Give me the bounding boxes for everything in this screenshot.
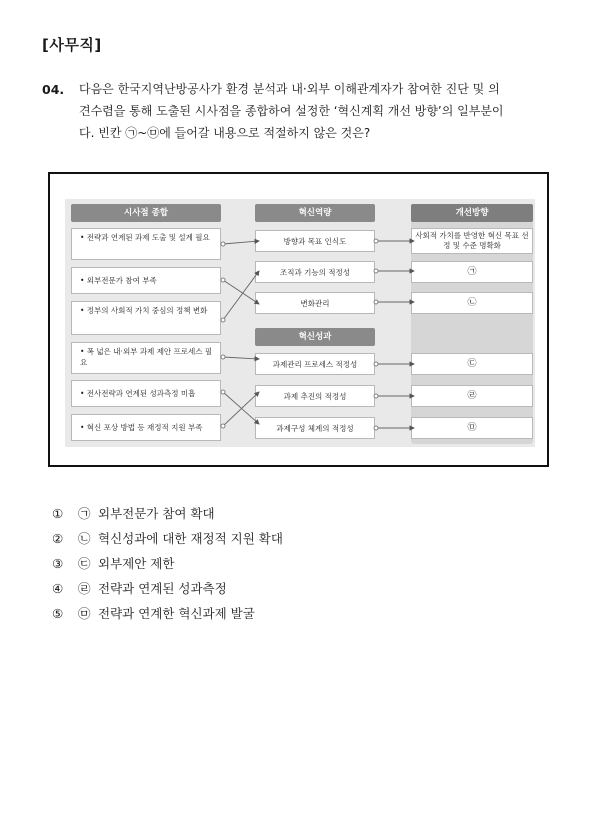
capability-item: 변화관리 xyxy=(255,292,375,314)
connector-line xyxy=(223,280,259,304)
option-number: ② xyxy=(52,531,64,546)
improvement-item: 사회적 가치를 반영한 혁신 목표 선정 및 수준 명확화 xyxy=(411,228,533,254)
implication-item: • 혁신 포상 방법 등 재정적 지원 부족 xyxy=(71,414,221,441)
connector-dot xyxy=(374,269,378,273)
question-line: 다. 빈칸 ㉠~㉤에 들어갈 내용으로 적절하지 않은 것은? xyxy=(79,126,371,140)
implication-item: • 전사전략과 연계된 성과측정 미흡 xyxy=(71,380,221,407)
option-number: ① xyxy=(52,506,64,521)
option-text: 전략과 연계된 성과측정 xyxy=(98,581,227,596)
connector-line xyxy=(223,271,259,320)
option-3[interactable] xyxy=(52,554,174,572)
connector-line xyxy=(223,241,259,244)
question-line: 견수렴을 통해 도출된 시사점을 종합하여 설정한 ‘혁신계획 개선 방향’의 일부분이 xyxy=(79,104,504,118)
improvement-blank-5: ㉤ xyxy=(411,417,533,439)
option-mark: ㉣ xyxy=(78,581,91,596)
option-number: ④ xyxy=(52,581,64,596)
option-5[interactable] xyxy=(52,604,255,622)
option-mark: ㉤ xyxy=(78,606,91,621)
implication-item: • 정부의 사회적 가치 중심의 정책 변화 xyxy=(71,301,221,335)
improvement-blank-3: ㉢ xyxy=(411,353,533,375)
connector-dot xyxy=(374,362,378,366)
option-text: 외부전문가 참여 확대 xyxy=(98,506,215,521)
innovation-plan-figure xyxy=(48,172,549,467)
diagram-panel xyxy=(65,199,535,447)
capability-header: 혁신역량 xyxy=(255,204,375,222)
implications-header: 시사점 종합 xyxy=(71,204,221,222)
question-text xyxy=(79,78,559,144)
connector-dot xyxy=(374,426,378,430)
improvement-blank-2: ㉡ xyxy=(411,292,533,314)
connector-dot xyxy=(221,278,225,282)
section-title: [사무직] xyxy=(42,36,102,54)
option-mark: ㉠ xyxy=(78,506,91,521)
improvement-header: 개선방향 xyxy=(411,204,533,222)
option-text: 전략과 연계한 혁신과제 발굴 xyxy=(98,606,255,621)
question-number: 04. xyxy=(42,82,65,97)
option-1[interactable] xyxy=(52,504,215,522)
option-4[interactable] xyxy=(52,579,227,597)
performance-item: 과제관리 프로세스 적정성 xyxy=(255,353,375,375)
improvement-blank-4: ㉣ xyxy=(411,385,533,407)
question-line: 다음은 한국지역난방공사가 환경 분석과 내·외부 이해관계자가 참여한 진단 및 의 xyxy=(79,82,500,96)
performance-header: 혁신성과 xyxy=(255,328,375,346)
improvement-blank-1: ㉠ xyxy=(411,261,533,283)
implication-item: • 외부전문가 참여 부족 xyxy=(71,267,221,294)
option-number: ⑤ xyxy=(52,606,64,621)
connector-dot xyxy=(221,390,225,394)
connector-dot xyxy=(374,394,378,398)
option-number: ③ xyxy=(52,556,64,571)
capability-item: 방향과 목표 인식도 xyxy=(255,230,375,252)
performance-item: 과제 추진의 적정성 xyxy=(255,385,375,407)
connector-dot xyxy=(221,355,225,359)
option-text: 외부제안 제한 xyxy=(98,556,175,571)
connector-dot xyxy=(374,300,378,304)
option-2[interactable] xyxy=(52,529,283,547)
connector-lines xyxy=(65,199,535,447)
connector-dot xyxy=(374,239,378,243)
connector-dot xyxy=(221,318,225,322)
connector-dot xyxy=(221,242,225,246)
connector-line xyxy=(223,357,259,359)
option-mark: ㉡ xyxy=(78,531,91,546)
implication-item: • 폭 넓은 내·외부 과제 제안 프로세스 필요 xyxy=(71,342,221,374)
option-mark: ㉢ xyxy=(78,556,91,571)
option-text: 혁신성과에 대한 재정적 지원 확대 xyxy=(98,531,283,546)
connector-dot xyxy=(221,424,225,428)
performance-item: 과제구성 체계의 적정성 xyxy=(255,417,375,439)
implication-item: • 전략과 연계된 과제 도출 및 설계 필요 xyxy=(71,228,221,260)
capability-item: 조직과 기능의 적정성 xyxy=(255,261,375,283)
